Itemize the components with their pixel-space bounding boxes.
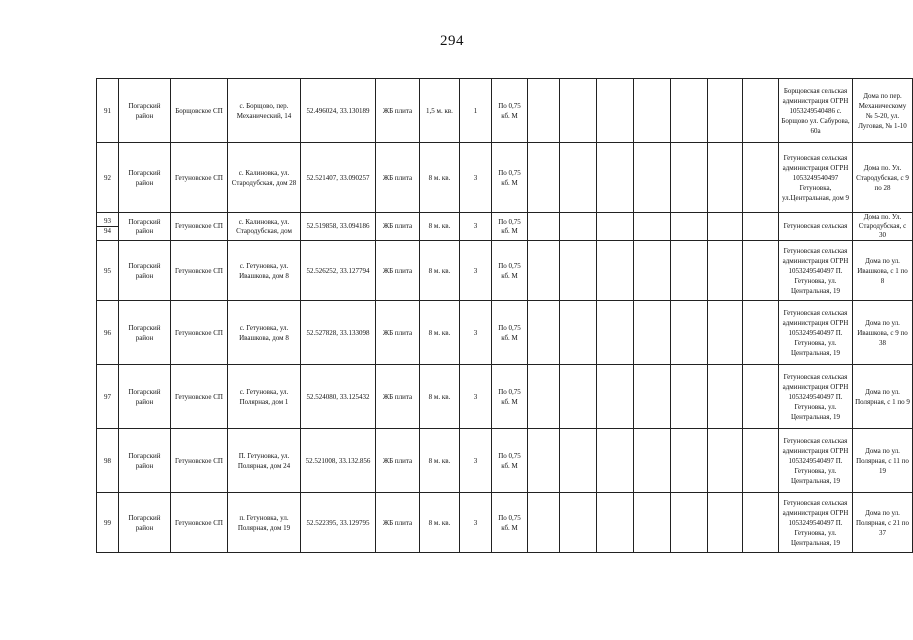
empty-cell — [743, 429, 779, 493]
served-houses-cell: Дома по ул. Полярная, с 11 по 19 — [853, 429, 913, 493]
empty-cell — [708, 241, 743, 301]
empty-cell — [671, 143, 708, 213]
volume-cell: По 0,75 кб. М — [492, 365, 528, 429]
waste-sites-table — [96, 78, 913, 553]
administration-cell: Гетуновская сельская администрация ОГРН 1053249540497 П. Гетуновка, ул. Центральная, 19 — [779, 365, 853, 429]
served-houses-cell: Дома по ул. Ивашкова, с 1 по 8 — [853, 241, 913, 301]
empty-cell — [560, 301, 597, 365]
empty-cell — [708, 301, 743, 365]
district-cell: Погарский район — [119, 365, 171, 429]
containers-cell: 3 — [460, 301, 492, 365]
settlement-cell: Гетуновское СП — [171, 301, 228, 365]
surface-cell: ЖБ плита — [376, 79, 420, 143]
empty-cell — [634, 365, 671, 429]
empty-cell — [597, 493, 634, 553]
page-number: 294 — [440, 33, 464, 49]
settlement-cell: Гетуновское СП — [171, 213, 228, 241]
administration-cell: Гетуновская сельская администрация ОГРН 1053249540497 П. Гетуновка, ул. Центральная, 19 — [779, 241, 853, 301]
district-cell: Погарский район — [119, 429, 171, 493]
empty-cell — [671, 493, 708, 553]
row-number: 91 — [97, 79, 119, 143]
empty-cell — [528, 301, 560, 365]
row-number: 95 — [97, 241, 119, 301]
row-number: 99 — [97, 493, 119, 553]
empty-cell — [560, 143, 597, 213]
empty-cell — [671, 429, 708, 493]
coordinates-cell: 52.496024, 33.130189 — [301, 79, 376, 143]
served-houses-cell: Дома по ул. Полярная, с 1 по 9 — [853, 365, 913, 429]
empty-cell — [560, 493, 597, 553]
empty-cell — [634, 493, 671, 553]
district-cell: Погарский район — [119, 213, 171, 241]
volume-cell: По 0,75 кб. М — [492, 79, 528, 143]
empty-cell — [528, 429, 560, 493]
district-cell: Погарский район — [119, 241, 171, 301]
containers-cell: 3 — [460, 365, 492, 429]
served-houses-cell: Дома по пер. Механическому № 5-20, ул. Луговая, № 1-10 — [853, 79, 913, 143]
table-row — [97, 301, 913, 365]
empty-cell — [743, 143, 779, 213]
row-number-lower: 94 — [104, 227, 111, 235]
row-number: 97 — [97, 365, 119, 429]
district-cell: Погарский район — [119, 301, 171, 365]
district-cell: Погарский район — [119, 493, 171, 553]
served-houses-cell: Дома по ул. Ивашкова, с 9 по 38 — [853, 301, 913, 365]
coordinates-cell: 52.527828, 33.133098 — [301, 301, 376, 365]
coordinates-cell: 52.521407, 33.090257 — [301, 143, 376, 213]
empty-cell — [671, 365, 708, 429]
surface-cell: ЖБ плита — [376, 241, 420, 301]
empty-cell — [597, 79, 634, 143]
empty-cell — [634, 79, 671, 143]
volume-cell: По 0,75 кб. М — [492, 143, 528, 213]
empty-cell — [528, 493, 560, 553]
volume-cell: По 0,75 кб. М — [492, 301, 528, 365]
administration-cell: Гетуновская сельская администрация ОГРН 1053249540497 П. Гетуновка, ул. Центральная, 19 — [779, 429, 853, 493]
administration-cell: Гетуновская сельская администрация ОГРН 1053249540497 П. Гетуновка, ул. Центральная, 19 — [779, 493, 853, 553]
table-row — [97, 213, 913, 241]
coordinates-cell: 52.519858, 33.094186 — [301, 213, 376, 241]
empty-cell — [634, 213, 671, 241]
served-houses-cell: Дома по. Ул. Стародубская, с 9 по 28 — [853, 143, 913, 213]
surface-cell: ЖБ плита — [376, 429, 420, 493]
empty-cell — [743, 493, 779, 553]
settlement-cell: Борщовское СП — [171, 79, 228, 143]
coordinates-cell: 52.522395, 33.129795 — [301, 493, 376, 553]
empty-cell — [528, 143, 560, 213]
row-number: 92 — [97, 143, 119, 213]
empty-cell — [528, 365, 560, 429]
empty-cell — [597, 429, 634, 493]
empty-cell — [708, 429, 743, 493]
volume-cell: По 0,75 кб. М — [492, 213, 528, 241]
empty-cell — [743, 79, 779, 143]
empty-cell — [634, 143, 671, 213]
coordinates-cell: 52.524080, 33.125432 — [301, 365, 376, 429]
empty-cell — [528, 79, 560, 143]
table-row — [97, 493, 913, 553]
empty-cell — [743, 241, 779, 301]
district-cell: Погарский район — [119, 79, 171, 143]
containers-cell: 3 — [460, 429, 492, 493]
address-cell: с. Гетуновка, ул. Ивашкова, дом 8 — [228, 301, 301, 365]
table-row — [97, 143, 913, 213]
empty-cell — [671, 301, 708, 365]
address-cell: с. Калиновка, ул. Стародубская, дом — [228, 213, 301, 241]
empty-cell — [634, 241, 671, 301]
table-row — [97, 365, 913, 429]
empty-cell — [597, 301, 634, 365]
served-houses-cell: Дома по ул. Полярная, с 21 по 37 — [853, 493, 913, 553]
volume-cell: По 0,75 кб. М — [492, 493, 528, 553]
address-cell: с. Гетуновка, ул. Ивашкова, дом 8 — [228, 241, 301, 301]
coordinates-cell: 52.521008, 33.132.856 — [301, 429, 376, 493]
surface-cell: ЖБ плита — [376, 493, 420, 553]
served-houses-cell: Дома по. Ул. Стародубская, с 30 — [853, 213, 913, 241]
row-number: 98 — [97, 429, 119, 493]
empty-cell — [671, 213, 708, 241]
surface-cell: ЖБ плита — [376, 143, 420, 213]
surface-cell: ЖБ плита — [376, 213, 420, 241]
area-cell: 1,5 м. кв. — [420, 79, 460, 143]
empty-cell — [671, 79, 708, 143]
empty-cell — [597, 241, 634, 301]
row-number — [97, 213, 119, 241]
table-row — [97, 79, 913, 143]
empty-cell — [597, 143, 634, 213]
administration-cell: Гетуновская сельская администрация ОГРН 1053249540497 П. Гетуновка, ул. Центральная, 19 — [779, 301, 853, 365]
empty-cell — [528, 213, 560, 241]
address-cell: с. Борщово, пер. Механический, 14 — [228, 79, 301, 143]
address-cell: П. Гетуновка, ул. Полярная, дом 24 — [228, 429, 301, 493]
address-cell: п. Гетуновка, ул. Полярная, дом 19 — [228, 493, 301, 553]
empty-cell — [528, 241, 560, 301]
row-number-upper: 93 — [97, 217, 118, 227]
empty-cell — [708, 79, 743, 143]
containers-cell: 3 — [460, 143, 492, 213]
surface-cell: ЖБ плита — [376, 301, 420, 365]
district-cell: Погарский район — [119, 143, 171, 213]
settlement-cell: Гетуновское СП — [171, 143, 228, 213]
containers-cell: 3 — [460, 493, 492, 553]
empty-cell — [597, 365, 634, 429]
administration-cell: Борщовская сельская администрация ОГРН 1053249540486 с. Борщово ул. Сабурова, 60а — [779, 79, 853, 143]
area-cell: 8 м. кв. — [420, 493, 460, 553]
containers-cell: 3 — [460, 241, 492, 301]
empty-cell — [708, 493, 743, 553]
volume-cell: По 0,75 кб. М — [492, 429, 528, 493]
row-number: 96 — [97, 301, 119, 365]
empty-cell — [708, 365, 743, 429]
address-cell: с. Калиновка, ул. Стародубская, дом 28 — [228, 143, 301, 213]
empty-cell — [743, 365, 779, 429]
empty-cell — [743, 213, 779, 241]
containers-cell: 3 — [460, 213, 492, 241]
empty-cell — [560, 241, 597, 301]
empty-cell — [634, 301, 671, 365]
area-cell: 8 м. кв. — [420, 213, 460, 241]
table-row — [97, 429, 913, 493]
empty-cell — [560, 79, 597, 143]
coordinates-cell: 52.526252, 33.127794 — [301, 241, 376, 301]
area-cell: 8 м. кв. — [420, 429, 460, 493]
settlement-cell: Гетуновское СП — [171, 365, 228, 429]
empty-cell — [708, 143, 743, 213]
empty-cell — [560, 365, 597, 429]
area-cell: 8 м. кв. — [420, 365, 460, 429]
administration-cell: Гетуновская сельская — [779, 213, 853, 241]
surface-cell: ЖБ плита — [376, 365, 420, 429]
empty-cell — [560, 213, 597, 241]
empty-cell — [597, 213, 634, 241]
area-cell: 8 м. кв. — [420, 241, 460, 301]
empty-cell — [560, 429, 597, 493]
administration-cell: Гетуновская сельская администрация ОГРН 1053249540497 Гетуновка, ул.Центральная, дом 9 — [779, 143, 853, 213]
empty-cell — [743, 301, 779, 365]
settlement-cell: Гетуновское СП — [171, 429, 228, 493]
empty-cell — [634, 429, 671, 493]
table-row — [97, 241, 913, 301]
settlement-cell: Гетуновское СП — [171, 493, 228, 553]
address-cell: с. Гетуновка, ул. Полярная, дом 1 — [228, 365, 301, 429]
containers-cell: 1 — [460, 79, 492, 143]
area-cell: 8 м. кв. — [420, 143, 460, 213]
area-cell: 8 м. кв. — [420, 301, 460, 365]
volume-cell: По 0,75 кб. М — [492, 241, 528, 301]
empty-cell — [671, 241, 708, 301]
empty-cell — [708, 213, 743, 241]
settlement-cell: Гетуновское СП — [171, 241, 228, 301]
